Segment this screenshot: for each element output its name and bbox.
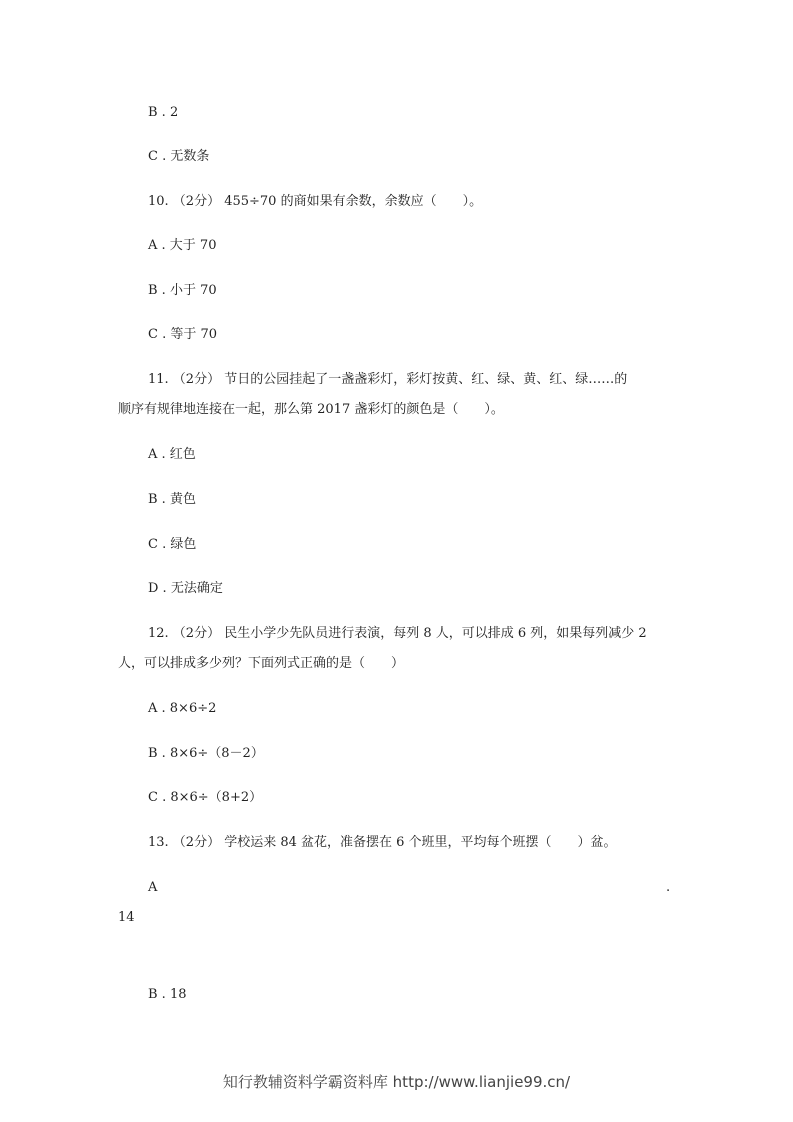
option-d-q11: D . 无法确定 bbox=[148, 581, 223, 596]
option-a-q13-dot: . bbox=[666, 880, 671, 895]
option-a-q12: A . 8×6÷2 bbox=[148, 701, 217, 716]
question-10: 10. （2分） 455÷70 的商如果有余数，余数应（ ）。 bbox=[148, 194, 483, 209]
question-11-line2: 顺序有规律地连接在一起，那么第 2017 盏彩灯的颜色是（ ）。 bbox=[118, 402, 504, 417]
option-c-q9: C . 无数条 bbox=[148, 149, 210, 164]
question-13: 13. （2分） 学校运来 84 盆花，准备摆在 6 个班里，平均每个班摆（ ）盆。 bbox=[148, 835, 617, 850]
question-12-line2: 人，可以排成多少列？下面列式正确的是（ ） bbox=[118, 656, 405, 671]
footer-watermark: 知行教辅资料学霸资料库 http://www.lianjie99.cn/ bbox=[222, 1073, 571, 1091]
option-b-q9: B . 2 bbox=[148, 105, 179, 120]
option-b-q12: B . 8×6÷（8－2） bbox=[148, 746, 264, 761]
option-a-q13-label: A bbox=[148, 880, 158, 895]
question-12-line1: 12. （2分） 民生小学少先队员进行表演，每列 8 人，可以排成 6 列，如果每列减少 2 bbox=[148, 626, 647, 641]
option-a-q13-value: 14 bbox=[118, 910, 135, 925]
option-c-q10: C . 等于 70 bbox=[148, 327, 218, 342]
option-a-q10: A . 大于 70 bbox=[148, 238, 217, 253]
option-a-q11: A . 红色 bbox=[148, 447, 196, 462]
option-c-q12: C . 8×6÷（8+2） bbox=[148, 790, 263, 805]
option-b-q11: B . 黄色 bbox=[148, 492, 196, 507]
question-11-line1: 11. （2分） 节日的公园挂起了一盏盏彩灯，彩灯按黄、红、绿、黄、红、绿……的 bbox=[148, 372, 628, 387]
option-b-q10: B . 小于 70 bbox=[148, 283, 217, 298]
option-b-q13: B . 18 bbox=[148, 987, 187, 1002]
option-c-q11: C . 绿色 bbox=[148, 537, 197, 552]
